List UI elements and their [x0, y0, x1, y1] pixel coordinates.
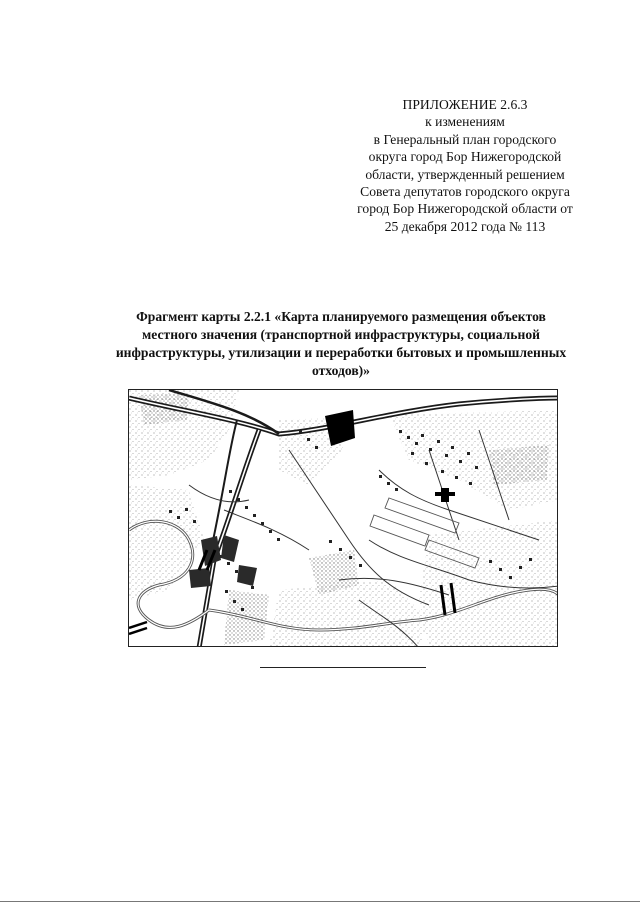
appendix-header	[330, 96, 600, 235]
appendix-number: ПРИЛОЖЕНИЕ 2.6.3	[402, 97, 528, 112]
title-line: Фрагмент карты 2.2.1 «Карта планируемого размещения объектов	[136, 309, 546, 324]
appendix-line: к изменениям	[425, 114, 505, 130]
rail-crossing	[129, 622, 147, 634]
appendix-line: Совета депутатов городского округа	[360, 184, 570, 200]
appendix-line: город Бор Нижегородской области от	[357, 201, 573, 217]
appendix-line: округа город Бор Нижегородской	[368, 149, 562, 165]
map-fragment-title	[86, 308, 596, 380]
appendix-line: в Генеральный план городского	[373, 131, 557, 147]
title-line: инфраструктуры, утилизации и переработки бытовых и промышленных	[115, 345, 567, 360]
title-line: отходов)»	[312, 363, 370, 378]
scan-edge-line	[0, 901, 640, 902]
map-image	[129, 390, 558, 647]
title-line: местного значения (транспортной инфраструктуры, социальной	[142, 327, 540, 342]
appendix-line: области, утвержденный решением	[365, 166, 565, 182]
separator-line	[260, 667, 426, 668]
map-fragment	[128, 389, 558, 647]
appendix-date: 25 декабря 2012 года № 113	[384, 218, 546, 234]
